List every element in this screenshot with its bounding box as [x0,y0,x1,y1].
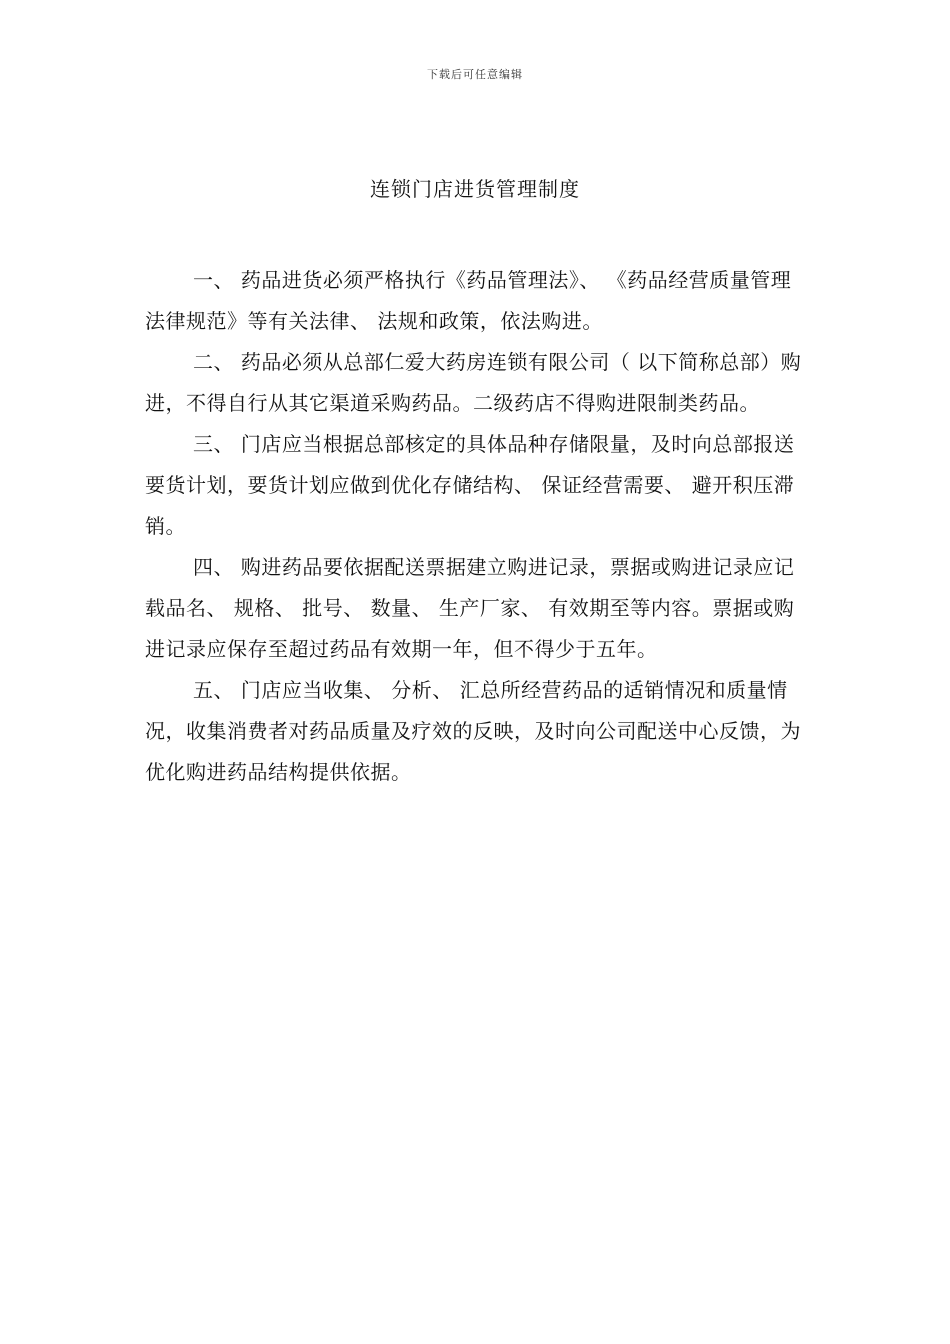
document-title: 连锁门店进货管理制度 [370,177,580,201]
page-header-note: 下载后可任意编辑 [427,68,523,81]
paragraph-3: 三、 门店应当根据总部核定的具体品种存储限量，及时向总部报送要货计划，要货计划应做到优化存储结构、 保证经营需要、 避开积压滞销。 [145,432,795,538]
document-body [145,260,810,793]
paragraph-2: 二、 药品必须从总部仁爱大药房连锁有限公司（ 以下简称总部）购进，不得自行从其它渠道采购药品。二级药店不得购进限制类药品。 [145,350,802,415]
paragraph-5: 五、 门店应当收集、 分析、 汇总所经营药品的适销情况和质量情况，收集消费者对药品质量及疗效的反映，及时向公司配送中心反馈，为优化购进药品结构提供依据。 [145,678,801,784]
paragraph-1: 一、 药品进货必须严格执行《药品管理法》、 《药品经营质量管理法律规范》等有关法律、 法规和政策，依法购进。 [145,268,792,333]
paragraph-4: 四、 购进药品要依据配送票据建立购进记录，票据或购进记录应记载品名、 规格、 批号、 数量、 生产厂家、 有效期至等内容。票据或购进记录应保存至超过药品有效期一年，但不得少于五年。 [145,555,795,661]
